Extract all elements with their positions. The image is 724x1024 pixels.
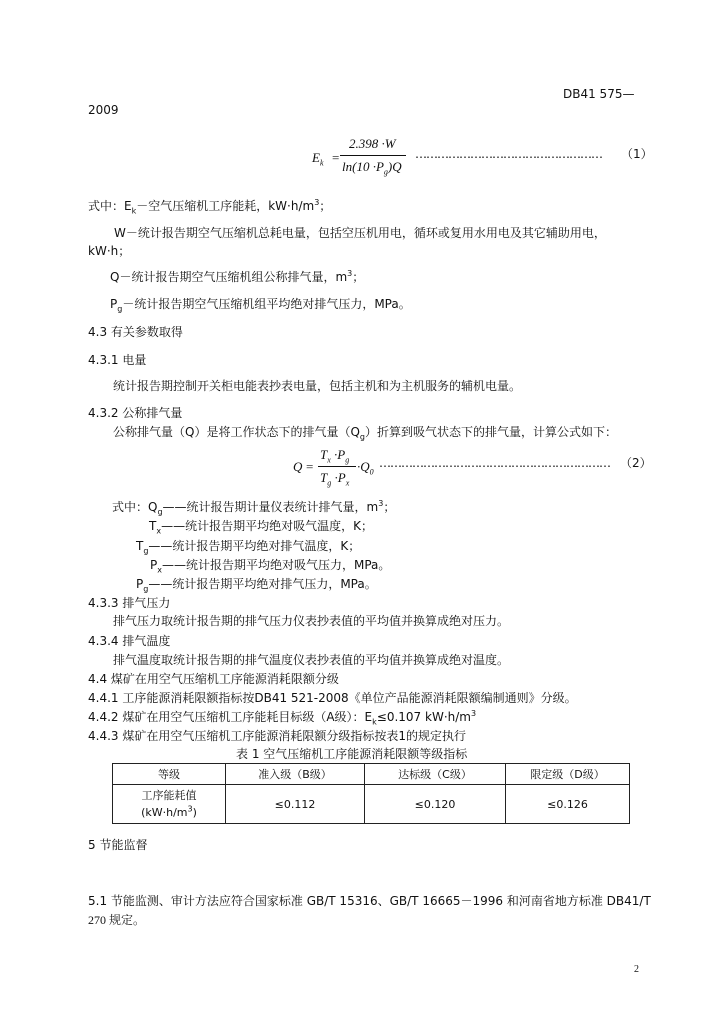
def-q: Q－统计报告期空气压缩机组公称排气量，$m^3$；: [110, 269, 365, 284]
formula-1-fraction-bar: [340, 155, 406, 156]
table-cell-c: ≤0.120: [365, 785, 506, 824]
def-ek: 式中：$E_k-$空气压缩机工序能耗，$kW\cdot h/m^3$；: [88, 198, 332, 216]
section-4-4-2: 4.4.2 煤矿在用空气压缩机工序能耗目标级（A级）：$E_k\le 0.107$ $kW\cdot h/m^3$: [88, 709, 477, 727]
section-4-3-2-heading: 4.3.2 公称排气量: [88, 406, 183, 420]
standard-year: 2009: [88, 103, 119, 117]
def-tg: $T_g——$统计报告期平均绝对排气温度，K；: [136, 539, 361, 556]
section-4-4-3: 4.4.3 煤矿在用空气压缩机工序能源消耗限额分级指标按表1的规定执行: [88, 729, 466, 743]
formula-1-lhs: $E_k$: [312, 150, 324, 168]
table-header-cell: 等级: [113, 764, 226, 785]
formula-2-denominator: $T_g \cdot P_x$: [320, 470, 350, 488]
table-row: [113, 785, 630, 824]
formula-2-leader-dots: ………………………………………………………: [379, 456, 610, 470]
grade-table: [112, 763, 630, 824]
formula-1-numerator: 2.398 ·W: [349, 136, 396, 151]
section-4-3-2-body: 公称排气量（Q）是将工作状态下的排气量$(Q_g)$折算到吸气状态下的排气量，计算公式如下：: [113, 425, 617, 442]
section-4-3-heading: 4.3 有关参数取得: [88, 325, 183, 339]
section-4-4-1: 4.4.1 工序能源消耗限额指标按DB41 521-2008《单位产品能源消耗限额编制通则》分级。: [88, 691, 577, 705]
def-px: $P_x——$统计报告期平均绝对吸气压力，MPa。: [150, 558, 391, 575]
section-4-3-1-body: 统计报告期控制开关柜电能表抄表电量，包括主机和为主机服务的辅机电量。: [113, 379, 522, 393]
formula-1-equals: =: [332, 150, 340, 165]
def-w: W－统计报告期空气压缩机总耗电量，包括空压机用电，循环或复用水用电及其它辅助用电，: [114, 226, 606, 240]
section-4-3-1-heading: 4.3.1 电量: [88, 353, 147, 367]
def-pg: $P_g-$统计报告期空气压缩机组平均绝对排气压力，MPa。: [110, 297, 411, 314]
table-header-cell: 准入级（B级）: [226, 764, 365, 785]
formula-2-numerator: $T_x \cdot P_g$: [320, 447, 350, 465]
formula-2-number: （2）: [620, 456, 652, 470]
section-5-heading: 5 节能监督: [88, 838, 148, 852]
def-pg2: $P_g——$统计报告期平均绝对排气压力，MPa。: [136, 577, 377, 594]
formula-2-lhs: Q: [293, 459, 303, 474]
section-4-3-3-body: 排气压力取统计报告期的排气压力仪表抄表值的平均值并换算成绝对压力。: [113, 614, 510, 628]
def-tx: $T_x——$统计报告期平均绝对吸气温度，K；: [149, 519, 373, 536]
def-w-unit: kW·h；: [88, 244, 131, 258]
formula-1-leader-dots: ……………………………………………: [415, 147, 602, 161]
section-5-1-line2: 270 规定。: [88, 913, 146, 927]
section-4-3-4-heading: 4.3.4 排气温度: [88, 634, 171, 648]
formula-2-equals: =: [306, 459, 314, 474]
table-header-cell: 达标级（C级）: [365, 764, 506, 785]
section-5-1-line1: 5.1 节能监测、审计方法应符合国家标准 GB/T 15316、GB/T 16665－1996 和河南省地方标准 DB41/T: [88, 894, 651, 908]
section-4-3-3-heading: 4.3.3 排气压力: [88, 596, 171, 610]
formula-1-denominator: $\ln(10 \cdot P_g)Q$: [342, 159, 402, 177]
def-qg: 式中：$Q_g——$统计报告期计量仪表统计排气量，$m^3$；: [112, 499, 396, 517]
table-1-caption: 表 1 空气压缩机工序能源消耗限额等级指标: [236, 747, 468, 761]
standard-code: DB41 575—: [563, 87, 635, 101]
table-cell-b: ≤0.112: [226, 785, 365, 824]
table-row-label: [113, 785, 226, 824]
table-header-row: [113, 764, 630, 785]
page-number: 2: [634, 964, 639, 975]
table-cell-d: ≤0.126: [506, 785, 630, 824]
section-4-4-heading: 4.4 煤矿在用空气压缩机工序能源消耗限额分级: [88, 672, 339, 686]
table-row-label-line1: 工序能耗值: [141, 789, 197, 802]
table-header-cell: 限定级（D级）: [506, 764, 630, 785]
table-row-label-line2: $(kW\cdot h/m^3)$: [141, 804, 197, 819]
formula-1-number: （1）: [621, 147, 653, 161]
formula-2-tail: $\cdot Q_0$: [357, 459, 374, 477]
formula-2-fraction-bar: [318, 466, 356, 467]
section-4-3-4-body: 排气温度取统计报告期的排气温度仪表抄表值的平均值并换算成绝对温度。: [113, 653, 510, 667]
